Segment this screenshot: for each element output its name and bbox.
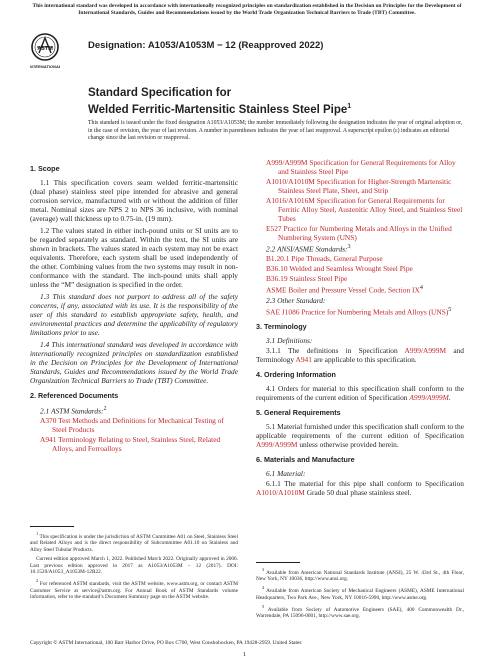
left-footnotes [30,526,238,603]
footnote-divider [30,526,74,527]
ordering-text: 4.1 Orders for material to this specification shall conform to the requirements of the current edition of Specification [256,384,464,403]
tbt-notice: This international standard was developed in accordance with internationally recognized principles on standardization established in the Decision on Principles for the Development of International Standards, Guides and Recommendations issued by the World Trade Organization Technical Barriers to Trade (TBT) Committee. [32,3,462,16]
left-column [30,158,238,454]
materials-end: Grade 50 dual phase stainless steel. [304,488,412,498]
ref-item-b36-10 [256,264,464,273]
page-number: 1 [243,651,247,658]
ref-title-a999[interactable]: Specification for General Requirements for Alloy and Stainless Steel Pipe [278,158,456,176]
ref-link-a1010[interactable]: A1010/A1010M [266,177,315,186]
ref-link-b36-19[interactable]: B36.19 [266,274,288,284]
footnote-5-text: Available from Society of Automotive Engineers (SAE), 400 Commonwealth Dr., Warrendale, PA 15096-0001, http://www.sae.org. [256,606,464,620]
ordering-end: . [448,393,451,403]
ref-link-term-a941[interactable]: A941 [295,355,312,365]
footnote-1: $^1$ This specification is under the jurisdiction of ASTM Committee A01 on Steel, Stainless Steel and Related Alloys and is the direct responsibility of Subcommittee A01.10 on Stainless and Alloy Steel Tubular Products. [30,531,238,553]
ansi-standards-label [256,243,464,253]
scope-1-4: 1.4 This international standard was developed in accordance with internationally recognized principles on standardization established in the Decision on Principles for the Development of International Standards, Guides and Recommendations issued by the World Trade Organization Technical Barriers to Trade (TBT) Committee. [30,340,238,385]
scope-1-1: 1.1 This specification covers seam welded ferritic-martensitic (dual phase) stainless steel pipe intended for abrasive and general corrosion service, manufactured with or without the addition of filler metal. Nominal sizes are NPS 2 to NPS 36 inclusive, with nominal (average) wall thickness up to 0.75-in. (19 mm). [30,178,238,223]
title-text: Welded Ferritic-Martensitic Stainless Steel Pipe [88,103,348,116]
ref-link-a941[interactable]: A941 [40,435,57,445]
ref-item-a941 [30,435,238,453]
other-label-text: 2.3 Other Standard: [266,295,326,305]
astm-logo-icon [30,32,60,74]
ref-title-a941[interactable]: Terminology Relating to Steel, Stainless Steel, Related Alloys, and Ferroalloys [52,435,221,454]
footnote-3: $^3$ Available from American National Standards Institute (ANSI), 25 W. 43rd St., 4th Floor, New York, NY 10036, http://www.ansi.org. [256,567,464,583]
title-line-2 [88,100,351,117]
material-label: 6.1 Material: [266,469,306,479]
footnote-1b: Current edition approved March 1, 2022. Published March 2022. Originally approved in 2006. Last previous edition approved in 2017 as A1053/A1053M – 12 (2017). DOI: 10.1520/A1053_A1053M-12R22. [30,556,238,576]
astm-label-text: 2.1 ASTM Standards: [40,406,104,416]
ref-title-b36-19[interactable]: Stainless Steel Pipe [287,274,348,284]
astm-standards-label [30,405,238,415]
ref-link-b36-10[interactable]: B36.10 [266,264,288,274]
ref-title-b36-10[interactable]: Welded and Seamless Wrought Steel Pipe [287,264,413,274]
materials-text: 6.1.1 The material for this pipe shall conform to Specification [266,479,464,489]
issued-note: This standard is issued under the fixed designation A1053/A1053M; the number immediately following the designation indicates the year of original adoption or, in the case of revision, the year of last revision. A number in parentheses indicates the year of last reapproval. A superscript epsilon (ε) indicates an editorial change since the last revision or reapproval. [88,120,463,142]
right-column [256,158,464,500]
ref-item-a999 [256,158,464,176]
section-references-heading: 2. Referenced Documents [30,391,119,400]
ref-link-term-a999[interactable]: A999/A999M [404,346,447,356]
ref-item-asme-bpvc [256,284,464,294]
copyright: Copyright © ASTM International, 100 Barr Harbor Drive, PO Box C700, West Conshohocken, PA 19428-2959. United States [30,640,302,646]
logo-text: ASTM [37,46,53,52]
logo-subtext: INTERNATIONAL [30,64,60,69]
ansi-footnote-mark: 3 [347,244,351,250]
ref-title-sae-j1086[interactable]: Practice for Numbering Metals and Alloys (UNS) [299,307,449,317]
footnote-2-text: For referenced ASTM standards, visit the ASTM website, www.astm.org, or contact ASTM Customer Service at service@astm.org. For Annual Book of ASTM Standards volume information, refer to the standard’s Document Summary page on the ASTM website. [30,581,238,601]
ref-item-e527 [256,224,464,242]
scope-1-2: 1.2 The values stated in either inch-pound units or SI units are to be regarded separately as standard. Within the text, the SI units are shown in brackets. The values stated in each system may not be exact equivalents. Therefore, each system shall be used independently of the other. Combining values from the two systems may result in non-conformance with the standard. The inch-pound units shall apply unless the “M” designation is specified in the order. [30,226,238,289]
terminology-3-1-1 [256,346,464,364]
terminology-text-b: and Terminology [256,346,464,365]
ref-item-a370 [30,416,238,434]
right-footnotes [256,562,464,622]
ref-link-a1016[interactable]: A1016/A1016M [266,196,315,205]
ref-link-general-a999[interactable]: A999/A999M [256,440,298,450]
footnote-2: $^2$ For referenced ASTM standards, visit the ASTM website, www.astm.org, or contact ASTM Customer Service at service@astm.org. For Annual Book of ASTM Standards volume information, refer to the standard’s Document Summary page on the ASTM website. [30,578,238,601]
footnote-divider-right [256,562,300,563]
ref-link-asme-bpvc[interactable]: ASME Boiler and Pressure Vessel Code, Section IX [266,285,420,295]
section-terminology-heading: 3. Terminology [256,322,307,332]
asme-footnote-mark: 4 [419,285,423,292]
title-line-1: Standard Specification for [88,87,232,99]
ref-item-a1010 [256,177,464,195]
title-footnote-mark: 1 [347,103,352,110]
astm-logo [30,32,60,74]
ref-link-order-a999[interactable]: A999/A999M [409,393,449,403]
section-materials-heading: 6. Materials and Manufacture [256,455,355,465]
scope-1-3: 1.3 This standard does not purport to address all of the safety concerns, if any, associated with its use. It is the responsibility of the user of this standard to establish appropriate safety, health, and environmental practices and determine the applicability of regulatory limitations prior to use. [30,292,238,337]
ref-title-a1016[interactable]: Specification for General Requirements for Ferritic Alloy Steel, Austenitic Alloy Steel, and Stainless Steel Tubes [278,196,463,223]
ref-item-sae-j1086 [256,306,464,316]
general-5-1 [256,422,464,449]
ref-title-a370[interactable]: Test Methods and Definitions for Mechanical Testing of Steel Products [52,416,224,435]
ref-link-sae-j1086[interactable]: SAE J1086 [266,307,300,317]
footnote-4-text: Available from American Society of Mechanical Engineers (ASME), ASME International Headquarters, Two Park Ave., New York, NY 10016-5990, http://www.asme.org. [256,588,464,601]
ordering-4-1 [256,384,464,402]
general-text: 5.1 Material furnished under this specification shall conform to the applicable requirements of the current edition of Specification [256,422,464,441]
ref-title-b1-20-1[interactable]: Pipe Threads, General Purpose [289,254,383,264]
document-title [88,86,351,117]
ref-item-a1016 [256,196,464,223]
definitions-label: 3.1 Definitions: [266,336,313,346]
footnote-5: $^5$ Available from Society of Automotive Engineers (SAE), 400 Commonwealth Dr., Warrendale, PA 15096-0001, http://www.sae.org. [256,603,464,620]
ref-link-a370[interactable]: A370 [40,416,57,426]
designation: Designation: A1053/A1053M − 12 (Reapproved 2022) [88,40,324,51]
other-standard-label [256,296,464,305]
ref-link-e527[interactable]: E527 [266,224,282,233]
section-ordering-heading: 4. Ordering Information [256,370,336,380]
ref-title-a1010[interactable]: Specification for Higher-Strength Martensitic Stainless Steel Plate, Sheet, and Strip [278,177,452,195]
sae-footnote-mark: 5 [448,306,452,313]
footnote-1-text: This specification is under the jurisdiction of ASTM Committee A01 on Steel, Stainless Steel and Related Alloys and is the direct responsibility of Subcommittee A01.10 on Stainless and Alloy Steel Tubular Products. [30,533,238,553]
footnote-3-text: Available from American National Standards Institute (ANSI), 25 W. 43rd St., 4th Floor, New York, NY 10036, http://www.ansi.org. [256,569,464,583]
ref-link-b1-20-1[interactable]: B1.20.1 [266,254,290,264]
materials-6-1-1 [256,479,464,497]
ref-link-a999[interactable]: A999/A999M [266,158,308,167]
section-scope-heading: 1. Scope [30,164,60,173]
astm-footnote-mark: 2 [103,406,107,412]
terminology-text-a: 3.1.1 The definitions in Specification [266,346,405,356]
ref-title-e527[interactable]: Practice for Numbering Metals and Alloys in the Unified Numbering System (UNS) [278,224,452,242]
general-end: unless otherwise provided herein. [297,440,399,450]
ref-link-mat-a1010[interactable]: A1010/A1010M [256,488,305,498]
footnote-4: $^4$ Available from American Society of Mechanical Engineers (ASME), ASME International Headquarters, Two Park Ave., New York, NY 10016-5990, http://www.asme.org. [256,585,464,601]
ref-item-b1-20-1 [256,254,464,263]
section-general-heading: 5. General Requirements [256,408,341,418]
terminology-text-c: are applicable to this specification. [311,355,417,365]
ref-item-b36-19 [256,274,464,283]
ansi-label-text: 2.2 ANSI/ASME Standards: [266,244,348,254]
